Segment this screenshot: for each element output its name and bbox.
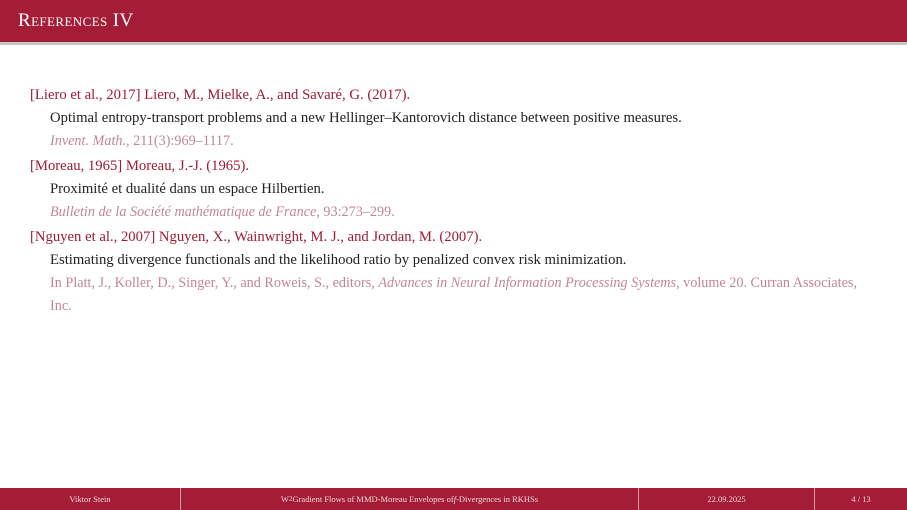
footer-date: 22.09.2025	[707, 494, 746, 504]
slide-footer	[0, 488, 907, 510]
references-list	[0, 58, 907, 478]
bib-authors: Moreau, J.-J. (1965).	[125, 157, 250, 174]
bib-source-journal: Bulletin de la Société mathématique de France	[50, 204, 317, 221]
bib-source-journal: Advances in Neural Information Processing Systems	[378, 275, 677, 292]
bib-citation-key: [Moreau, 1965]	[30, 157, 123, 174]
list-item	[30, 84, 877, 153]
bib-citation-key: [Liero et al., 2017]	[30, 87, 141, 103]
bib-title: Optimal entropy-transport problems and a new Hellinger–Kantorovich distance between positive measures.	[50, 110, 682, 127]
footer-title-end: -Divergences in RKHSs	[456, 494, 539, 504]
page-title: References IV	[18, 10, 134, 31]
bib-authors: Liero, M., Mielke, A., and Savaré, G. (2017).	[144, 87, 411, 103]
bib-heading	[30, 226, 877, 249]
list-item	[30, 226, 877, 317]
slide-header	[0, 0, 907, 42]
bib-source	[30, 272, 877, 317]
bib-source-detail: , volume 20. Curran Associates, Inc.	[50, 275, 857, 314]
bib-title: Estimating divergence functionals and the likelihood ratio by penalized convex risk minimization.	[50, 251, 627, 268]
bib-source	[30, 130, 877, 152]
footer-title-f: f	[453, 494, 457, 504]
bib-authors: Nguyen, X., Wainwright, M. J., and Jordan, M. (2007).	[158, 228, 483, 245]
list-item	[30, 155, 877, 224]
footer-title	[181, 488, 638, 510]
footer-author: Viktor Stein	[69, 494, 111, 504]
bib-heading	[30, 155, 877, 178]
footer-title-mid: Gradient Flows of MMD-Moreau Envelopes of	[292, 494, 454, 504]
bib-heading	[30, 84, 877, 107]
footer-page-number: 4 / 13	[851, 494, 871, 504]
footer-divider	[814, 488, 815, 510]
bib-citation-key: [Nguyen et al., 2007]	[30, 228, 156, 245]
footer-title-w: W	[280, 494, 289, 504]
bib-title: Proximité et dualité dans un espace Hilbertien.	[50, 181, 325, 198]
header-divider	[0, 42, 907, 45]
bib-source-detail: , 93:273–299.	[316, 204, 395, 221]
bib-source-detail: , 211(3):969–1117.	[126, 133, 234, 150]
footer-divider	[638, 488, 639, 510]
bib-source	[30, 201, 877, 223]
bib-source-journal: Invent. Math.	[50, 133, 127, 150]
bib-source-prefix: In Platt, J., Koller, D., Singer, Y., and Roweis, S., editors,	[50, 275, 379, 292]
footer-divider	[180, 488, 181, 510]
footer-title-subscript: 2	[288, 495, 293, 503]
